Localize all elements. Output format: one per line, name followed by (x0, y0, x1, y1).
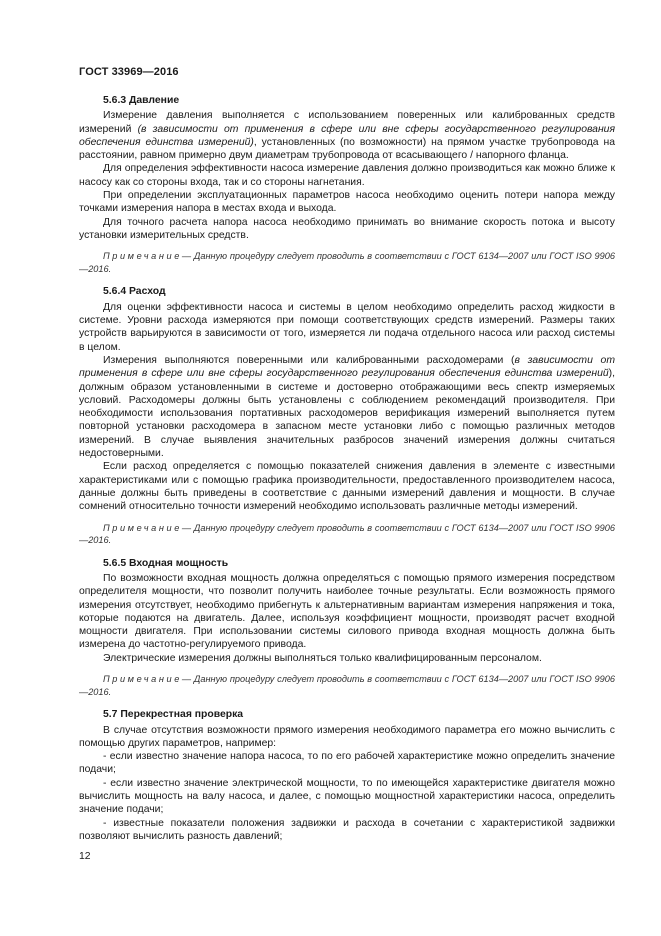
document-header: ГОСТ 33969—2016 (79, 66, 179, 78)
page-number: 12 (79, 851, 91, 862)
section-5-6-5 (79, 557, 615, 699)
section-heading: 5.6.4 Расход (103, 286, 166, 298)
list-item: - если известно значение электрической мощности, то по имеющейся характеристике двигателя можно вычислить мощность на валу насоса, и далее, с помощью мощностной характеристики насоса, определить значение подачи; (79, 777, 615, 816)
paragraph (79, 354, 615, 460)
document-body (79, 94, 615, 843)
paragraph: По возможности входная мощность должна определяться с помощью прямого измерения посредством определителя мощности, что позволит получить наиболее точные результаты. Если возможность прямого измерения отсутствует, необходимо прибегнуть к альтернативным вариантам измерения напряжения и тока, которые подаются на двигатель. Далее, используя коэффициент мощности, производят расчет входной мощности двигателя. При использовании системы силового привода входная мощность должна быть измерена до частотно-регулируемого привода. (79, 572, 615, 651)
list-item: - если известно значение напора насоса, то по его рабочей характеристике можно определить значение подачи; (79, 751, 615, 776)
paragraph-text: Измерения выполняются поверенными или калиброванными расходомерами ( (103, 354, 515, 366)
note (79, 522, 615, 547)
note-label: Примечание (103, 522, 182, 533)
note (79, 673, 615, 698)
note-label: Примечание (103, 251, 182, 262)
paragraph-text: , установленных (по возможности) на прямом участке трубопровода на расстоянии, равном примерно двум диаметрам трубопровода от всасывающего / напорного фланца. (79, 136, 615, 162)
paragraph: Электрические измерения должны выполняться только квалифицированным персоналом. (103, 652, 542, 664)
list-item: - известные показатели положения задвижки и расхода в сочетании с характеристикой задвижки позволяют вычислить разность давлений; (79, 817, 615, 842)
section-heading: 5.6.3 Давление (103, 95, 180, 106)
section-5-6-4 (79, 285, 615, 546)
paragraph-italic-text: в зависимости от применения в сфере или вне сферы государственного регулирования обеспечения единства измерений (79, 354, 615, 380)
note-label: Примечание (103, 674, 182, 685)
paragraph: Для определения эффективности насоса измерение давления должно производиться как можно ближе к насосу как со стороны входа, так и со стороны нагнетания. (79, 163, 615, 188)
paragraph (79, 109, 615, 162)
paragraph: Если расход определяется с помощью показателей снижения давления в элементе с известными характеристиками или с помощью графика производительности, предоставленного производителем насоса, данные должны быть приведены в соответствие с данными измерений давления и мощности. В случае сомнений относительно точности измерений необходимо использовать различные методы измерений. (79, 461, 615, 513)
paragraph-italic-text: (в зависимости от применения в сфере или вне сферы государственного регулирования обеспечения единства измерений) (79, 123, 615, 148)
section-5-7 (79, 708, 615, 843)
paragraph: Для оценки эффективности насоса и системы в целом необходимо определить расход жидкости в системе. Уровни расхода измеряются при помощи соответствующих средств измерений. Размеры таких устройств варьируются в зависимости от того, измеряется ли подача отдельного насоса или расход системы в целом. (79, 301, 615, 353)
paragraph: При определении эксплуатационных параметров насоса необходимо оценить потери напора между точками измерения напора в местах входа и выхода. (79, 190, 615, 215)
section-5-6-3 (79, 94, 615, 275)
paragraph: Для точного расчета напора насоса необходимо принимать во внимание скорость потока и высоту установки измерительных средств. (79, 216, 615, 241)
section-heading: 5.6.5 Входная мощность (103, 557, 229, 569)
note-text: — Данную процедуру следует проводить в соответствии с ГОСТ 6134—2007 или ГОСТ ISO 9906—2016. (79, 251, 615, 274)
paragraph-text: ), должным образом установленными в системе и достоверно отображающими весь спектр измеряемых условий. Расходомеры должны быть установлены с соблюдением рекомендаций производителя. При необходимости использования портативных расходомеров верификация измерений выполняется путем повторной установки расходомера в запасном месте установки либо с помощью различных методов измерений. В случае выявления значительных разбросов значений измерения должны считаться недостоверными. (79, 368, 615, 460)
paragraph: В случае отсутствия возможности прямого измерения необходимого параметра его можно вычислить с помощью других параметров, например: (79, 724, 615, 749)
paragraph-text: Измерение давления выполняется с использованием поверенных или калиброванных средств измерений (79, 110, 615, 135)
note-text: — Данную процедуру следует проводить в соответствии с ГОСТ 6134—2007 или ГОСТ ISO 9906—2016. (79, 674, 615, 697)
note-text: — Данную процедуру следует проводить в соответствии с ГОСТ 6134—2007 или ГОСТ ISO 9906—2016. (79, 522, 615, 546)
section-heading: 5.7 Перекрестная проверка (103, 709, 244, 721)
note (79, 250, 615, 275)
